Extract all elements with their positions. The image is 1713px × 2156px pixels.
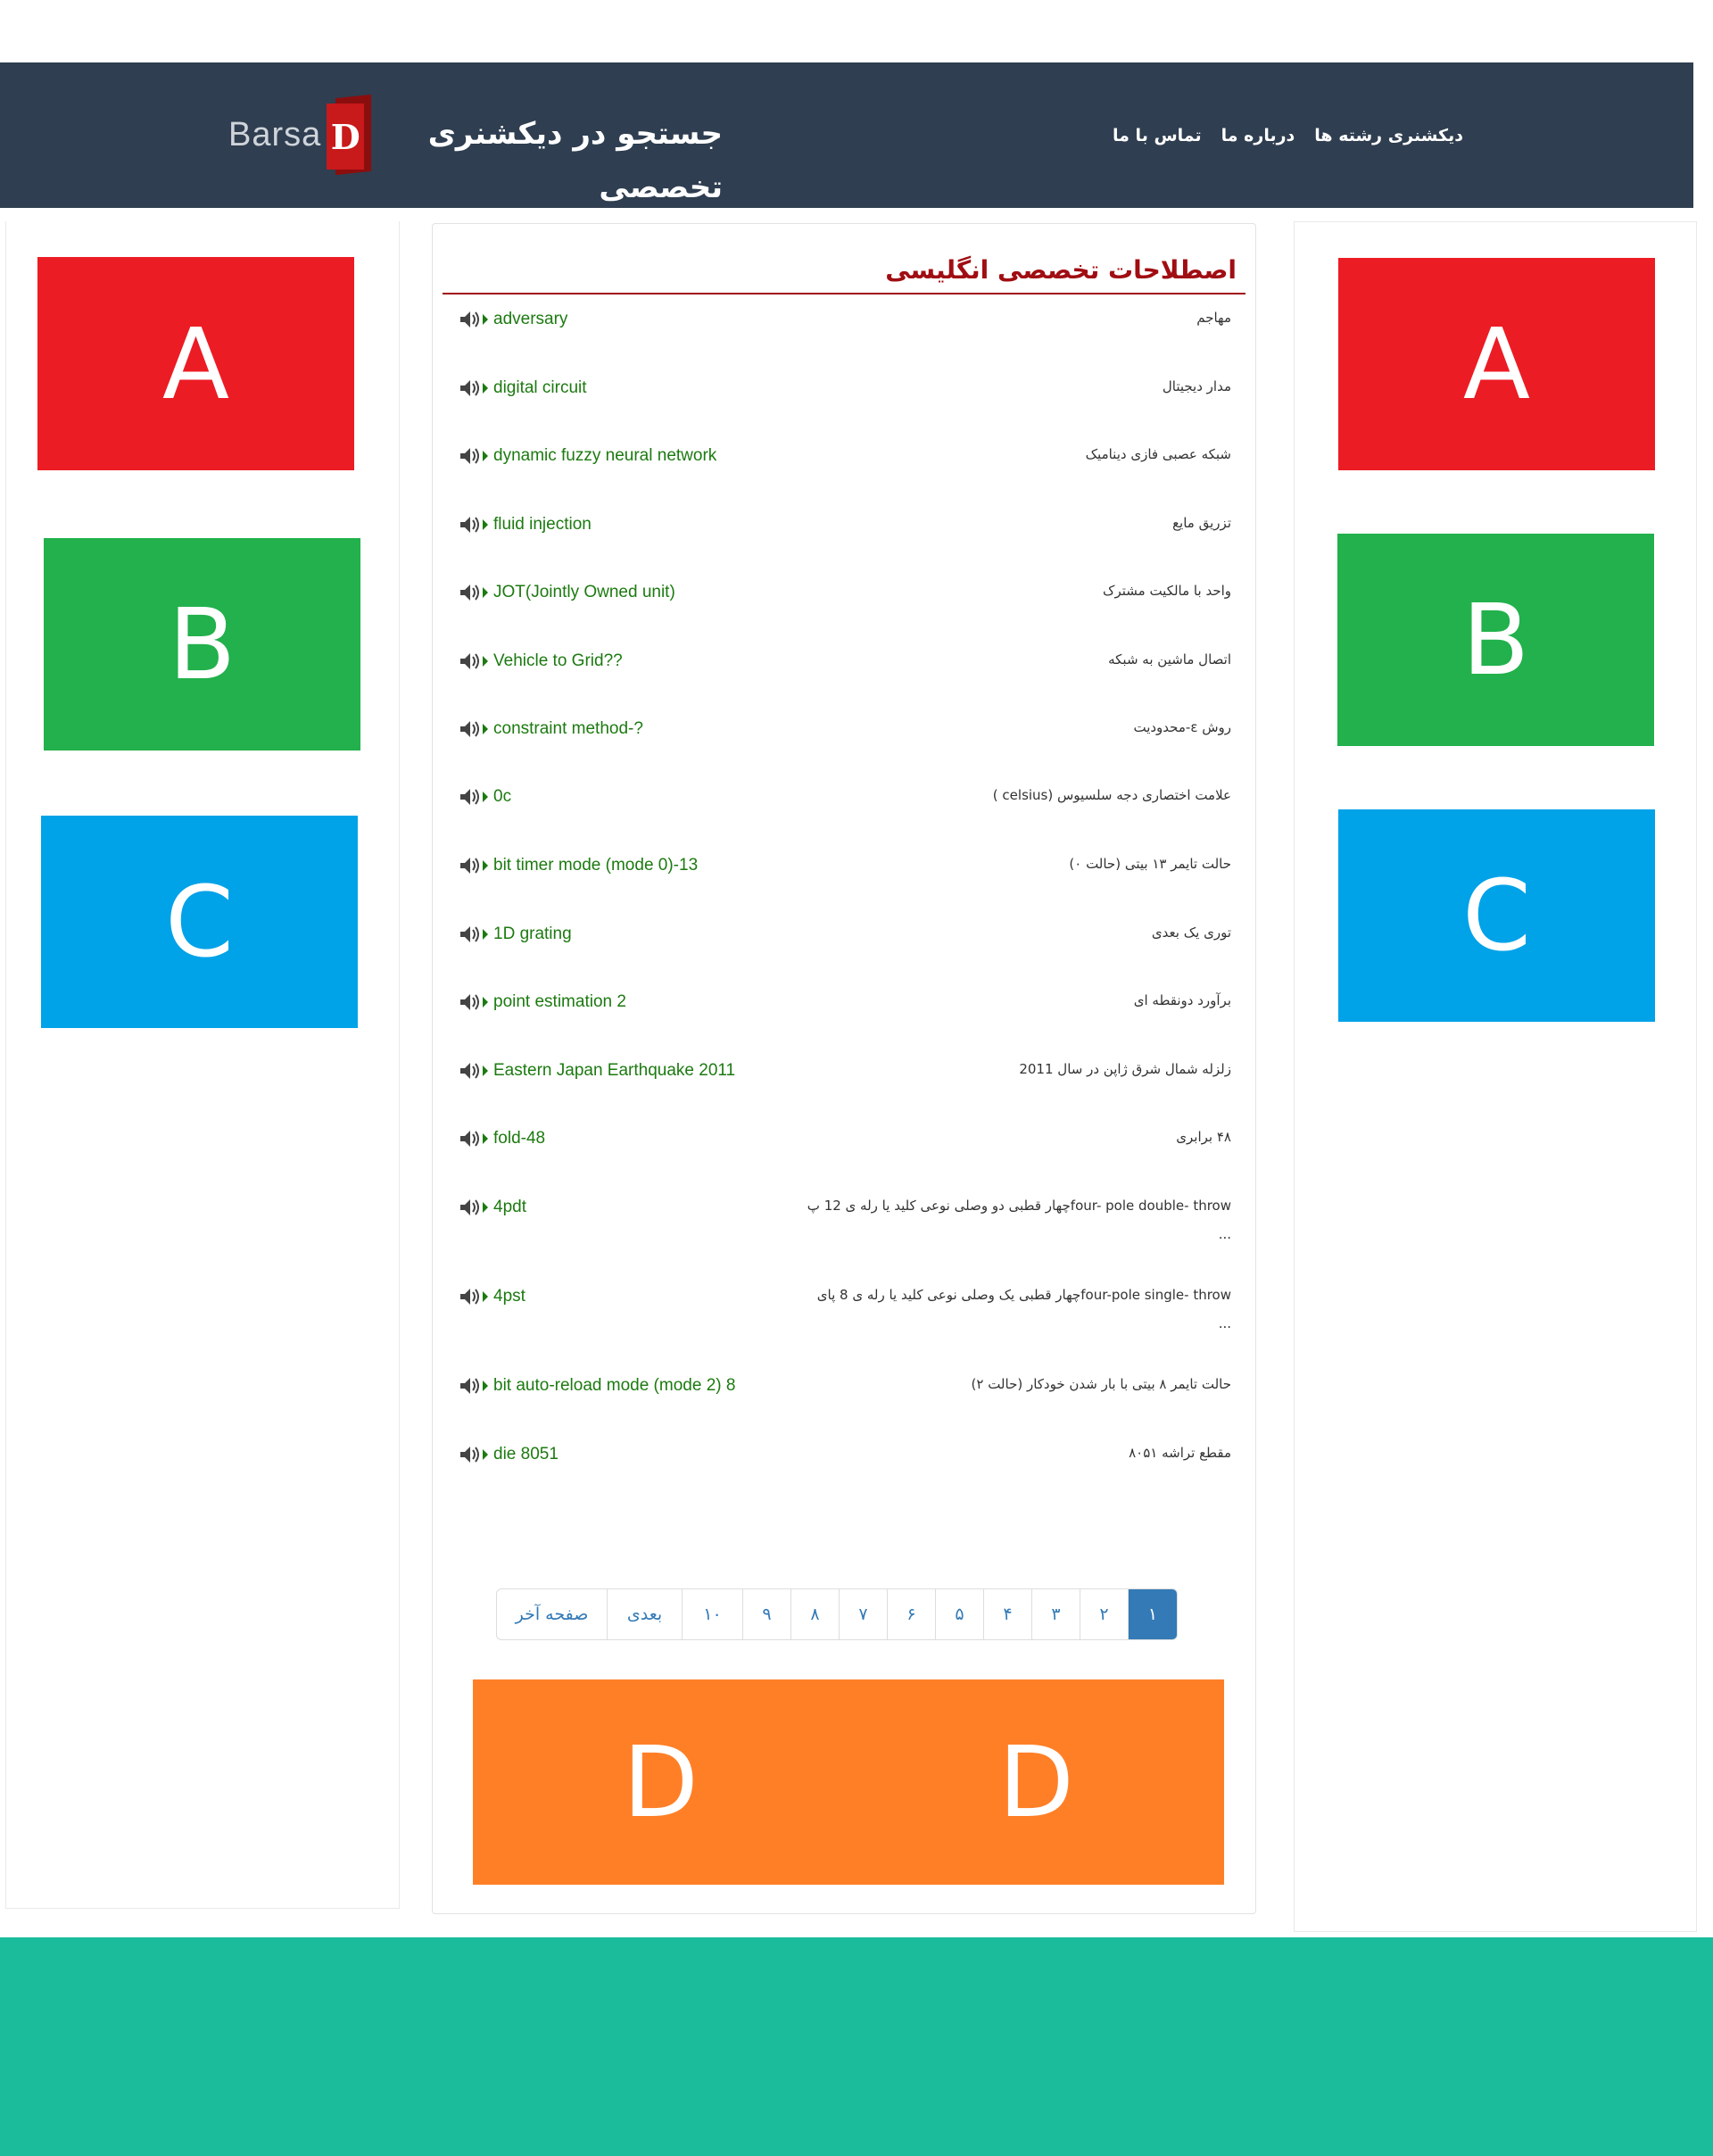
term-english: bit auto-reload mode (mode 2) 8 [493,1376,736,1395]
speaker-icon[interactable] [459,515,490,535]
term-row [455,580,1231,634]
term-english: digital circuit [493,378,587,397]
footer [0,1937,1713,2156]
term-link[interactable] [459,1195,526,1220]
speaker-icon[interactable] [459,856,490,875]
speaker-icon[interactable] [459,1061,490,1081]
page-5-link[interactable]: ۵ [936,1589,984,1639]
term-row [455,990,1231,1043]
page-1-link[interactable]: ۱ [1129,1589,1177,1639]
ad-banner-left-a[interactable]: A [37,257,354,470]
term-link[interactable] [459,580,675,605]
speaker-icon[interactable] [459,310,490,329]
speaker-icon[interactable] [459,378,490,398]
term-english: 4pdt [493,1198,526,1216]
term-english: 0c [493,787,512,806]
term-link[interactable] [459,649,623,674]
term-english: Eastern Japan Earthquake 2011 [493,1061,736,1080]
term-english: Vehicle to Grid?? [493,651,623,670]
speaker-icon[interactable] [459,787,490,807]
term-english: JOT(Jointly Owned unit) [493,583,675,601]
term-link[interactable] [459,1058,735,1083]
term-row [455,1195,1231,1248]
term-link[interactable] [459,1126,545,1151]
speaker-icon[interactable] [459,446,490,466]
term-link[interactable] [459,784,511,809]
speaker-icon[interactable] [459,925,490,944]
term-link[interactable] [459,307,567,332]
term-link[interactable] [459,1442,559,1467]
speaker-icon[interactable] [459,1198,490,1217]
speaker-icon[interactable] [459,1129,490,1148]
site-logo[interactable] [228,96,377,173]
term-row [455,784,1231,838]
right-sidebar [1294,221,1697,1932]
page-last-button[interactable]: صفحه آخر [497,1589,608,1639]
term-link[interactable] [459,717,643,742]
term-english: die 8051 [493,1445,559,1464]
term-english: bit timer mode (mode 0)-13 [493,856,699,875]
term-row [455,649,1231,702]
ad-banner-left-b[interactable]: B [44,538,360,750]
term-english: fluid injection [493,515,592,534]
term-row [455,512,1231,566]
page-2-link[interactable]: ۲ [1080,1589,1129,1639]
speaker-icon[interactable] [459,719,490,739]
nav-about-us[interactable]: درباره ما [1221,126,1295,145]
speaker-icon[interactable] [459,992,490,1012]
site-title[interactable]: جستجو در دیکشنری تخصصی [427,116,723,205]
pagination [496,1588,1178,1640]
term-link[interactable] [459,1373,735,1398]
term-link[interactable] [459,853,698,878]
logo-text: Barsa [228,115,322,153]
term-persian: تزریق مایع [1172,515,1231,531]
term-row [455,376,1231,429]
term-persian: توری یک بعدی [1151,925,1231,941]
term-english: fold-48 [493,1129,546,1148]
term-persian: شبکه عصبی فازی دینامیک [1085,446,1231,462]
term-link[interactable] [459,444,716,469]
speaker-icon[interactable] [459,1445,490,1464]
term-row [455,1284,1231,1338]
term-english: 1D grating [493,925,572,943]
ad-banner-right-c[interactable]: C [1338,809,1655,1022]
page-7-link[interactable]: ۷ [840,1589,888,1639]
term-row [455,853,1231,907]
speaker-icon[interactable] [459,651,490,671]
ad-banner-bottom[interactable] [473,1679,1224,1885]
logo-letter: D [327,104,364,170]
term-persian: ۴۸ برابری [1176,1129,1231,1145]
ad-banner-left-c[interactable]: C [41,816,358,1028]
page-3-link[interactable]: ۳ [1032,1589,1080,1639]
term-persian: four-pole single- throwچهار قطبی یک وصلی نوعی کلید یا رله ی 8 پای ... [816,1287,1231,1331]
ad-banner-bottom-label-1: D [623,1725,699,1839]
term-english: constraint method-? [493,719,643,738]
term-link[interactable] [459,376,587,401]
ad-banner-bottom-label-2: D [998,1725,1074,1839]
term-row [455,1442,1231,1496]
term-row [455,717,1231,770]
term-persian: حالت تایمر ۱۳ بیتی (حالت ۰) [1069,856,1231,872]
page-8-link[interactable]: ۸ [791,1589,840,1639]
term-english: 4pst [493,1287,525,1306]
page-4-link[interactable]: ۴ [984,1589,1032,1639]
page-6-link[interactable]: ۶ [888,1589,936,1639]
speaker-icon[interactable] [459,1287,490,1306]
term-english: point estimation 2 [493,992,626,1011]
term-link[interactable] [459,990,626,1015]
term-persian: حالت تایمر ۸ بیتی با بار شدن خودکار (حالت ۲) [971,1376,1231,1392]
main-nav [1106,116,1463,155]
term-persian: برآورد دونقطه ای [1133,992,1231,1008]
term-row [455,922,1231,975]
term-row [455,1126,1231,1180]
term-persian: مدار دیجیتال [1162,378,1231,394]
term-link[interactable] [459,512,592,537]
page-next-button[interactable]: بعدی [608,1589,683,1639]
term-row [455,1058,1231,1112]
term-row [455,444,1231,497]
term-persian: مهاجم [1196,310,1231,326]
term-persian: علامت اختصاری دجه سلسیوس (celsius ) [992,787,1231,803]
page-9-link[interactable]: ۹ [743,1589,791,1639]
page-10-link[interactable]: ۱۰ [683,1589,743,1639]
nav-contact-us[interactable]: تماس با ما [1113,126,1202,145]
term-link[interactable] [459,1284,525,1309]
section-heading [443,250,1245,294]
term-english: adversary [493,310,568,328]
term-persian: واحد با مالکیت مشترک [1103,583,1231,599]
nav-dictionary-fields[interactable]: دیکشنری رشته ها [1314,126,1463,145]
term-english: dynamic fuzzy neural network [493,446,717,465]
speaker-icon[interactable] [459,1376,490,1396]
term-persian: زلزله شمال شرق ژاپن در سال 2011 [1019,1061,1231,1077]
term-persian: مقطع تراشه ۸۰۵۱ [1129,1445,1231,1461]
term-row [455,307,1231,361]
term-link[interactable] [459,922,572,947]
term-row [455,1373,1231,1427]
term-persian: روش ε-محدودیت [1133,719,1231,735]
term-persian: اتصال ماشین به شبکه [1108,651,1231,668]
term-persian: four- pole double- throwچهار قطبی دو وصلی نوعی کلید یا رله ی 12 پ ... [807,1198,1231,1242]
speaker-icon[interactable] [459,583,490,602]
section-title: اصطلاحات تخصصی انگلیسی [885,255,1237,285]
ad-banner-right-b[interactable]: B [1337,534,1654,746]
left-sidebar [5,221,400,1909]
ad-banner-right-a[interactable]: A [1338,258,1655,470]
